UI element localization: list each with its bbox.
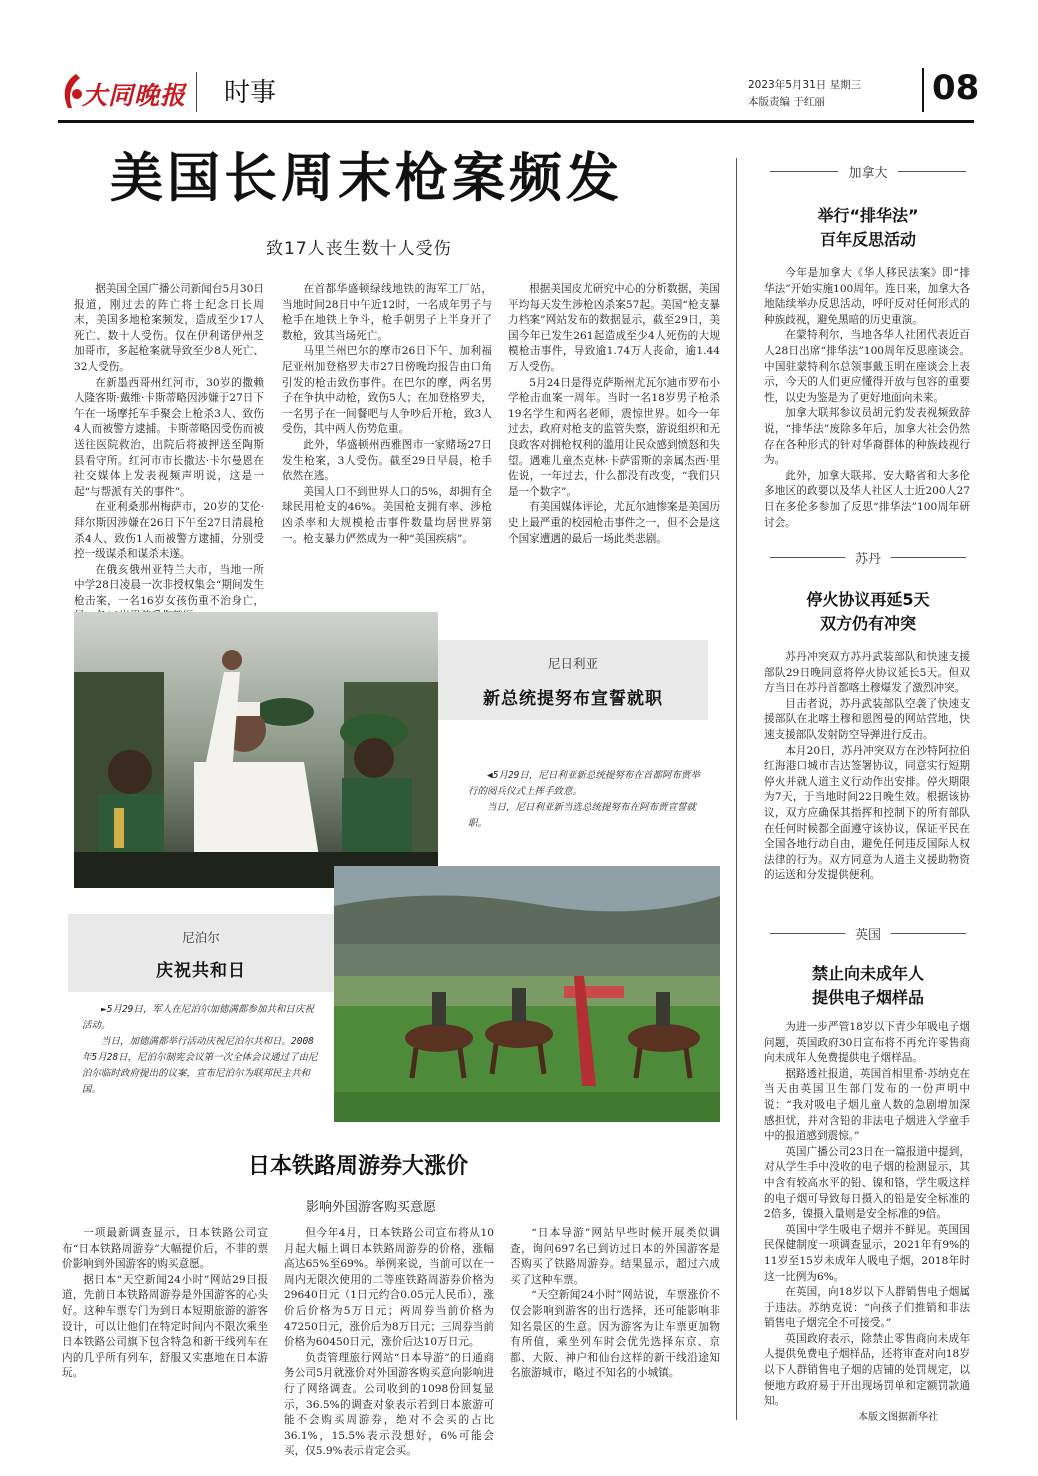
paragraph: 英国中学生吸电子烟并不鲜见。英国国民保健制度一项调查显示，2021年有9%的11岁至15岁未成年人吸电子烟，2018年时这一比例为6%。 [764,1223,970,1283]
paragraph: “日本导游”网站早些时候开展类似调查，询问697名已到访过日本的外国游客是否购买了铁路周游券。结果显示，超过六成买了这种车票。 [510,1227,720,1286]
japan-article-col-3 [510,1226,720,1434]
paragraph: 有美国媒体评论，尤瓦尔迪惨案是美国历史上最严重的校园枪击事件之一，但不会是这个国家遭遇的最后一场此类悲剧。 [508,501,720,545]
paragraph: 负责管理旅行网站“日本导游”的日通商务公司5月就涨价对外国游客购买意向影响进行了网络调查。公司收到的1098份回复显示，36.5%的调查对象表示若到日本旅游可能不会购买周游券，绝对不会买的占比36.1%，15.5%表示没想好，6%可能会买，仅5.9%表示肯定会买。 [284,1351,494,1458]
paragraph: 据日本“天空新闻24小时”网站29日报道，先前日本铁路周游券是外国游客的心头好。这种车票专门为到日本短期旅游的游客设计，可以让他们在特定时间内不限次乘坐日本铁路公司旗下包含特急和新干线列车在内的几乎所有列车，舒服又实惠地在日本游玩。 [62,1273,268,1380]
caption-paragraph: ►5月29日，军人在尼泊尔加德满都参加共和日庆祝活动。 [82,1004,314,1031]
republic-day-photo [334,866,720,1122]
masthead [0,0,1038,130]
issue-date: 2023年5月31日 星期三 [748,79,862,91]
main-article-col-3 [508,282,720,590]
canada-article [764,266,970,548]
nigeria-caption [468,768,708,832]
paragraph: 一项最新调查显示，日本铁路公司宣布“日本铁路周游券”大幅提价后，不菲的票价影响到外国游客的购买意愿。 [62,1227,268,1271]
paragraph: 在蒙特利尔，当地各华人社团代表近百人28日出席“排华法”100周年反思座谈会。中国驻蒙特利尔总领事戴玉明在座谈会上表示，今天的人们更应懂得开放与包容的重要性，以史为鉴是为了更好地面向未来。 [764,329,970,404]
paragraph: 马里兰州巴尔的摩市26日下午、加利福尼亚州加登格罗夫市27日傍晚均报告由口角引发的枪击致伤事件。在巴尔的摩，两名男子在争执中动枪，致伤5人；在加登格罗夫，一名男子在一间餐吧与人争吵后开枪，致3人受伤，其中两人伤势危重。 [282,345,492,436]
page-number-divider [922,68,924,112]
uk-headline-line1: 禁止向未成年人 [811,964,924,983]
japan-headline: 日本铁路周游券大涨价 [248,1154,469,1179]
canada-headline-line1: 举行“排华法” [817,206,919,225]
paragraph: 今年是加拿大《华人移民法案》即“排华法”开始实施100周年。连日来，加拿大各地陆续举办反思活动，呼吁反对任何形式的种族歧视，避免黑暗的历史重演。 [764,267,970,326]
page-editor: 本版责编 于红丽 [748,96,825,108]
canada-region-tag: 加拿大 [770,162,966,181]
paragraph: 在首都华盛顿绿线地铁的海军工厂站，当地时间28日中午近12时，一名成年男子与枪手在地铁上争斗，枪手朝男子上半身开了数枪，致其当场死亡。 [282,283,492,342]
paragraph: “天空新闻24小时”网站说，车票涨价不仅会影响到游客的出行选择，还可能影响非知名景区的生意。因为游客为让车票更加物有所值，乘坐列车时会优先选择东京、京都、大阪、神户和仙台这样的新干线沿途知名旅游城市，略过不知名的小城镇。 [510,1289,720,1380]
nigeria-title-panel [438,640,708,720]
paragraph: 苏丹冲突双方苏丹武装部队和快速支援部队29日晚同意将停火协议延长5天。但双方当日在苏丹首都喀土穆爆发了激烈冲突。 [764,651,970,695]
uk-region-tag: 英国 [770,924,966,943]
paragraph: 根据美国皮尤研究中心的分析数据，美国平均每天发生涉枪凶杀案57起。美国“枪支暴力档案”网站发布的数据显示，截至29日，美国今年已发生261起造成至少4人死伤的大规模枪击事件，导致逾1.74万人丧命，逾1.44万人受伤。 [508,283,720,373]
sidebar-divider [736,158,737,1420]
main-headline: 美国长周末枪案频发 [110,148,623,209]
main-subheadline: 致17人丧生数十人受伤 [266,239,452,259]
paragraph: 5月24日是得克萨斯州尤瓦尔迪市罗布小学枪击血案一周年。当时一名18岁男子枪杀19名学生和两名老师，震惊世界。如今一年过去，政府对枪支的监管失察，游说组织和无良政客对拥枪权利的滥用让民众感到愤怒和失望。遇难儿童杰克林·卡萨雷斯的亲属杰西·里佐说，一年过去，什么都没有改变，“我们只是一个数字”。 [508,376,720,498]
japan-subheadline: 影响外国游客购买意愿 [306,1200,437,1215]
paragraph: 在亚利桑那州梅萨市，20岁的艾伦·拜尔斯因涉嫌在26日下午至27日清晨枪杀4人、致伤1人而被警方逮捕，分别受控一级谋杀和谋杀未遂。 [74,501,264,561]
paragraph: 为进一步严管18岁以下青少年吸电子烟问题，英国政府30日宣布将不再允许零售商向未成年人免费提供电子烟样品。 [764,1021,970,1065]
paragraph: 英国政府表示，除禁止零售商向未成年人提供免费电子烟样品，还将审查对向18岁以下人群销售电子烟的店铺的处罚规定，以便地方政府易于开出现场罚单和定额罚款通知。 [764,1332,970,1408]
caption-paragraph: 当日，加德满都举行活动庆祝尼泊尔共和日。2008年5月28日，尼泊尔制宪会议第一次全体会议通过了由尼泊尔临时政府提出的议案，宣布尼泊尔为联邦民主共和国。 [82,1036,318,1095]
paragraph: 英国广播公司23日在一篇报道中提到，对从学生手中没收的电子烟的检测显示，其中含有较高水平的铅、镍和铬，学生吸这样的电子烟可导致每日摄入的铅是安全标准的2倍多，镍摄入量则是安全标准的9倍。 [764,1145,970,1221]
main-article-col-2 [282,282,492,590]
nigeria-photo [74,612,438,888]
page-number: 08 [932,68,980,108]
paragraph: 在英国，向18岁以下人群销售电子烟属于违法。苏纳克说：“向孩子们推销和非法销售电子烟完全不可接受。” [764,1286,970,1330]
canada-headline-line2: 百年反思活动 [819,230,916,249]
paragraph: 此外，加拿大联邦、安大略省和大多伦多地区的政要以及华人社区人士近200人27日在多伦多参加了反思“排华法”100周年研讨会。 [764,469,970,529]
paragraph: 本月20日，苏丹冲突双方在沙特阿拉伯红海港口城市吉达签署协议，同意实行短期停火并就人道主义行动作出安排。停火期限为7天，于当地时间22日晚生效。根据该协议，双方应确保其指挥和控制下的所有部队在任何时候都全面遵守该协议，保证平民在全国各地行动自由，避免任何违反国际人权法律的行为。双方同意为人道主义援助物资的运送和分发提供便利。 [764,744,970,882]
inauguration-photo [74,612,438,888]
masthead-rule [58,120,974,123]
paragraph: 但今年4月，日本铁路公司宣布将从10月起大幅上调日本铁路周游券的价格，涨幅高达65%至69%。举例来说，当前可以在一周内无限次使用的二等座铁路周游券价格为29640日元（1日元约合0.05元人民币），涨价后价格为5万日元；两周券当前价格为47250日元，涨价后为8万日元；三周券当前价格为60450日元，涨价后达10万日元。 [284,1227,494,1349]
uk-article [764,1020,970,1406]
photo-credit: 本版文图据新华社 [858,1412,938,1423]
nepal-caption [82,1002,320,1098]
paragraph: 美国人口不到世界人口的5%，却拥有全球民用枪支的46%。美国枪支拥有率、涉枪凶杀率和大规模枪击事件数量均居世界第一。枪支暴力俨然成为一种“美国疾病”。 [282,485,492,545]
caption-paragraph: 当日，尼日利亚新当选总统提努布在阿布贾宣誓就职。 [468,802,697,829]
nigeria-region-label: 尼日利亚 [547,656,598,671]
paragraph: 目击者说，苏丹武装部队空袭了快速支援部队在北喀土穆和恩图曼的网站营地，快速支援部队发射防空导弹进行反击。 [764,697,970,741]
paragraph: 在新墨西哥州红河市，30岁的撒赖人隆客斯·戴维·卡斯蒂略因涉嫌于27日下午在一场摩托车手聚会上枪杀3人、致伤4人而被警方逮捕。卡斯蒂略因受伤而被送往医院救治，出院后将被押送至陶斯县看守所。红河市市长撒达·卡尔曼恩在社交媒体上发表视频声明说，这是一起“与帮派有关的事件”。 [74,376,264,498]
paragraph: 据路透社报道，英国首相里希·苏纳克在当天由英国卫生部门发布的一份声明中说：“我对吸电子烟儿童人数的急剧增加深感担忧，并对含铅的非法电子烟进入学童手中的报道感到震惊。” [764,1067,970,1143]
paragraph: 在俄亥俄州亚特兰大市，当地一所中学28日凌晨一次非授权集会“期间发生枪击案，一名16岁女孩伤重不治身亡， [74,563,264,607]
nepal-photo [334,866,720,1122]
caption-paragraph: ◀5月29日，尼日利亚新总统提努布在首都阿布贾举行的阅兵仪式上挥手致意。 [468,770,700,797]
main-article-col-1 [74,282,264,607]
paragraph: 加拿大联邦参议员胡元豹发表视频致辞说，“排华法”废除多年后，加拿大社会仍然存在各种形式的针对华裔群体的种族歧视行为。 [764,407,970,467]
uk-headline-line2: 提供电子烟样品 [811,988,924,1007]
nepal-region-label: 尼泊尔 [182,930,220,945]
sudan-region-tag: 苏丹 [770,548,966,567]
sudan-article [764,650,970,916]
sudan-headline-line2: 双方仍有冲突 [819,614,916,633]
japan-article-col-1 [62,1226,268,1434]
nigeria-headline: 新总统提努布宣誓就职 [483,689,663,709]
logo-mark-icon [58,72,84,112]
paragraph: 据美国全国广播公司新闻台5月30日报道，刚过去的阵亡将士纪念日长周末，美国多地枪案频发，造成至少17人死亡、数十人受伤。仅在伊利诺伊州芝加哥市，多起枪案就导致至少8人死亡、32人受伤。 [74,283,264,373]
nepal-headline: 庆祝共和日 [156,961,246,981]
nepal-title-panel [68,914,334,992]
japan-article-col-2 [284,1226,494,1458]
logo-text: 大同晚报 [82,81,187,110]
paragraph: 此外，华盛顿州西雅图市一家赌场27日发生枪案，3人受伤。截至29日早晨，枪手依然在逃。 [282,438,492,483]
section-name: 时事 [224,78,277,108]
masthead-divider [196,72,197,112]
sudan-headline-line1: 停火协议再延5天 [806,590,930,609]
newspaper-logo [58,68,186,116]
